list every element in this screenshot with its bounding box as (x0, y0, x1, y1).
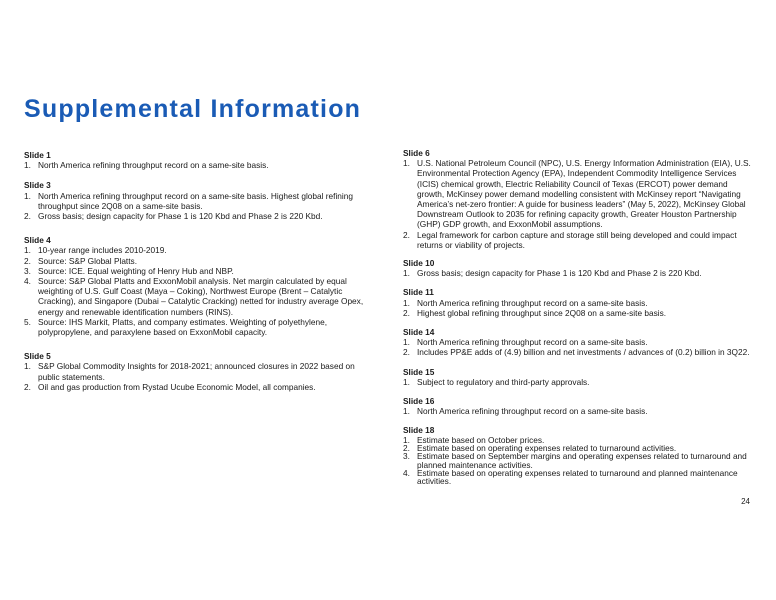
footnote-list (403, 298, 753, 318)
item-number: 2. (403, 229, 410, 240)
item-number: 2. (24, 255, 31, 266)
footnote-list (24, 191, 369, 222)
item-number: 1. (24, 160, 31, 171)
item-text: Estimate based on operating expenses related to turnaround activities. (417, 442, 677, 453)
section-slide-4 (24, 235, 369, 337)
footnote-list (403, 158, 753, 250)
footnote-list (403, 268, 753, 278)
footnote-list (24, 160, 369, 170)
item-number: 2. (24, 381, 31, 392)
item-number: 5. (24, 316, 31, 327)
section-title: Slide 3 (24, 180, 51, 191)
section-title: Slide 6 (403, 148, 430, 158)
footnote-list (403, 436, 753, 486)
item-text: Highest global refining throughput since 2Q08 on a same-site basis. (417, 307, 667, 318)
page-number: 24 (741, 497, 750, 506)
item-number: 4. (403, 467, 410, 478)
item-text: Oil and gas production from Rystad Ucube Economic Model, all companies. (38, 381, 316, 392)
footnote-list (403, 337, 753, 357)
list-item (24, 361, 369, 381)
section-slide-3 (24, 180, 369, 221)
item-text: Source: IHS Markit, Platts, and company estimates. Weighting of polyethylene, polypropylene, and paraxylene based on ExxonMobil capacity. (38, 316, 327, 338)
list-item (403, 377, 753, 387)
section-slide-5 (24, 351, 369, 392)
list-item (403, 337, 753, 347)
footnote-list (403, 377, 753, 387)
section-slide-6 (403, 148, 753, 250)
item-number: 4. (24, 276, 31, 287)
list-item (403, 406, 753, 416)
footnote-list (24, 361, 369, 392)
item-number: 1. (403, 337, 410, 348)
section-title: Slide 14 (403, 327, 435, 338)
item-number: 1. (403, 376, 410, 387)
item-number: 1. (403, 406, 410, 417)
item-text: Source: ICE. Equal weighting of Henry Hub and NBP. (38, 265, 234, 276)
section-title: Slide 1 (24, 150, 51, 160)
item-number: 1. (403, 158, 410, 169)
item-number: 2. (403, 307, 410, 318)
list-item (403, 268, 753, 278)
item-text: North America refining throughput record on a same-site basis. (417, 297, 648, 308)
list-item (24, 276, 369, 317)
item-number: 3. (24, 265, 31, 276)
item-text: Estimate based on September margins and operating expenses related to turnaround and planned maintenance activities. (417, 451, 747, 470)
list-item (403, 158, 753, 229)
list-item (24, 245, 369, 255)
section-title: Slide 11 (403, 287, 434, 298)
list-item (403, 452, 753, 469)
list-item (403, 298, 753, 308)
list-item (24, 256, 369, 266)
list-item (24, 160, 369, 170)
left-column (24, 150, 369, 392)
item-number: 3. (403, 451, 410, 462)
item-text: Estimate based on operating expenses related to turnaround and planned maintenance activities. (417, 467, 738, 487)
item-number: 1. (403, 297, 410, 308)
section-slide-10 (403, 258, 753, 278)
section-title: Slide 5 (24, 351, 51, 362)
list-item (403, 347, 753, 357)
item-text: Estimate based on October prices. (417, 434, 545, 445)
footnote-list (403, 406, 753, 416)
item-text: U.S. National Petroleum Council (NPC), U.S. Energy Information Administration (EIA), U.S. Environmental Protection Agency (EPA), Independent Commodity Intelligence Services (ICIS) chemical growth, Electric Reliability Council of Texas (ERCOT) power demand growth, McKinsey power demand modelling consistent with McKinsey report “Navigating America’s net-zero frontier: A guide for business leaders” (May 5, 2022), McKinsey Global Downstream Outlook to 2035 for refining capacity growth, Greater Houston Partnership (GHP) GDP growth, and ExxonMobil assumptions. (417, 158, 751, 230)
item-number: 2. (24, 211, 31, 222)
item-text: Legal framework for carbon capture and storage still being developed and could impact returns or viability of projects. (417, 229, 737, 250)
footnote-list (24, 245, 369, 337)
section-title: Slide 15 (403, 366, 435, 377)
item-number: 1. (403, 434, 410, 445)
item-text: Source: S&P Global Platts. (38, 255, 137, 266)
list-item (24, 382, 369, 392)
section-title: Slide 4 (24, 235, 51, 246)
item-text: Gross basis; design capacity for Phase 1 is 120 Kbd and Phase 2 is 220 Kbd. (417, 268, 702, 279)
list-item (24, 317, 369, 337)
section-slide-1 (24, 150, 369, 170)
item-text: 10-year range includes 2010-2019. (38, 245, 167, 256)
item-text: North America refining throughput record on a same-site basis. (417, 337, 648, 348)
list-item (403, 469, 753, 486)
item-text: North America refining throughput record on a same-site basis. (417, 406, 648, 417)
item-text: North America refining throughput record on a same-site basis. (38, 160, 269, 171)
item-number: 1. (403, 268, 410, 279)
item-number: 2. (403, 347, 410, 358)
section-title: Slide 16 (403, 396, 435, 407)
item-text: Source: S&P Global Platts and ExxonMobil analysis. Net margin calculated by equal weighting of U.S. Gulf Coast (Maya – Coking), Northwest Europe (Brent – Catalytic Cracking), and Singapore (Dubai – Catalytic Cracking) netted for industry average Opex, energy and renewable identification numbers (RINS). (38, 276, 364, 317)
section-slide-16 (403, 396, 753, 416)
list-item (403, 308, 753, 318)
item-text: Gross basis; design capacity for Phase 1 is 120 Kbd and Phase 2 is 220 Kbd. (38, 211, 323, 222)
item-number: 1. (24, 245, 31, 256)
list-item (403, 230, 753, 250)
item-number: 1. (24, 190, 31, 201)
item-text: S&P Global Commodity Insights for 2018-2021; announced closures in 2022 based on public statements. (38, 361, 355, 382)
right-column (403, 148, 753, 485)
list-item (24, 211, 369, 221)
list-item (24, 266, 369, 276)
page-title: Supplemental Information (24, 95, 362, 123)
section-title: Slide 18 (403, 425, 435, 436)
section-title: Slide 10 (403, 258, 435, 269)
section-slide-14 (403, 327, 753, 358)
item-text: North America refining throughput record on a same-site basis. Highest global refining throughput since 2Q08 on a same-site basis. (38, 190, 353, 211)
list-item (24, 191, 369, 211)
item-number: 2. (403, 442, 410, 453)
item-number: 1. (24, 361, 31, 372)
item-text: Subject to regulatory and third-party approvals. (417, 376, 590, 387)
section-slide-15 (403, 367, 753, 387)
section-slide-18 (403, 425, 753, 485)
section-slide-11 (403, 287, 753, 318)
item-text: Includes PP&E adds of (4.9) billion and net investments / advances of (0.2) billion in 3Q22. (417, 347, 750, 358)
